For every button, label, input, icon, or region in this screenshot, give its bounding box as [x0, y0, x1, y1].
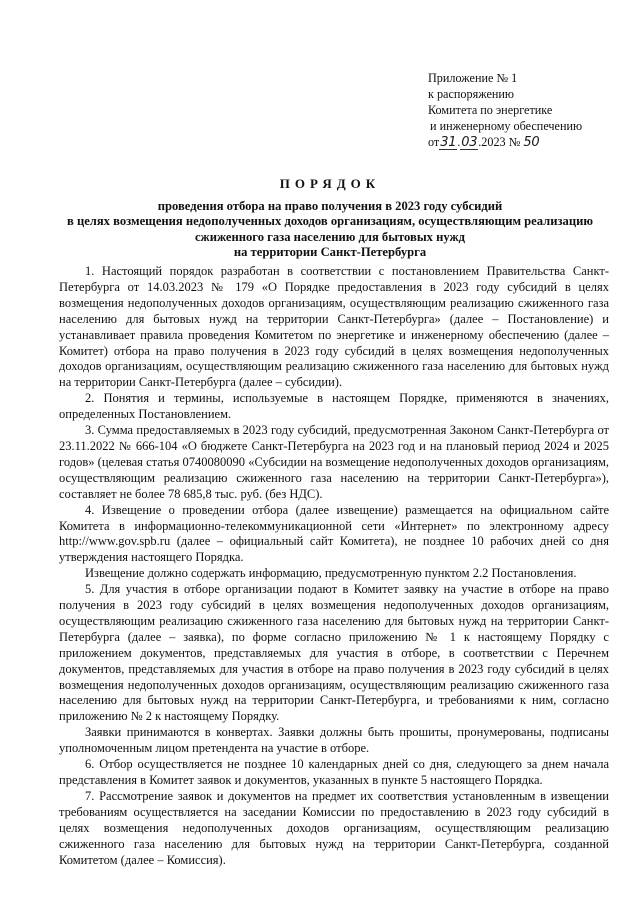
- paragraph-2: 2. Понятия и термины, используемые в настоящем Порядке, применяются в значениях, определенных Постановлением.: [59, 391, 609, 422]
- handwritten-day: 31: [440, 135, 457, 150]
- paragraph-3: 3. Сумма предоставляемых в 2023 году субсидий, предусмотренная Законом Санкт-Петербурга от 23.11.2022 № 666-104 «О бюджете Санкт-Петербурга на 2023 год и на плановый период 2024 и 2025 годов» (целевая статья 0740080090 «Субсидии на возмещение недополученных доходов организациям, осуществляющим реализацию сжиженного газа населению на территории Санкт-Петербурга»), составляет не более 78 685,8 тыс. руб. (без НДС).: [59, 423, 609, 501]
- paragraph-4-note: Извещение должно содержать информацию, предусмотренную пунктом 2.2 Постановления.: [85, 566, 577, 581]
- paragraph-5-note: Заявки принимаются в конвертах. Заявки должны быть прошиты, пронумерованы, подписаны уполномоченным лицом претендента на участие в отборе.: [59, 725, 609, 756]
- paragraph-5: 5. Для участия в отборе организации подают в Комитет заявку на участие в отборе на право получения в 2023 году субсидий в целях возмещения недополученных доходов организациям, осуществляющим реализацию сжиженного газа населению для бытовых нужд на территории Санкт-Петербурга (далее – заявка), по форме согласно приложению № 1 к настоящему Порядку с приложением документов, представляемых для участия в отборе, в соответствии с Перечнем документов, представляемых для участия в отборе на право получения в 2023 году субсидий в целях возмещения недополученных доходов организациям, осуществляющим реализацию сжиженного газа населению для бытовых нужд на территории Санкт-Петербурга, и требованиями к ним, согласно приложению № 2 к настоящему Порядку.: [59, 582, 609, 724]
- appendix-header: [428, 70, 628, 151]
- title-line: в целях возмещения недополученных доходов организациям, осуществляющим реализацию: [67, 214, 593, 228]
- handwritten-month: 03: [461, 135, 478, 150]
- appendix-line: Приложение № 1: [428, 71, 518, 85]
- appendix-line: и инженерному обеспечению: [430, 119, 583, 133]
- paragraph-4: 4. Извещение о проведении отбора (далее извещение) размещается на официальном сайте Комитета в информационно-телекоммуникационной сети «Интернет» по электронному адресу http://www.gov.spb.ru (далее – официальный сайт Комитета), не позднее 10 рабочих дней со дня утверждения настоящего Порядка.: [59, 502, 609, 565]
- title-line: сжиженного газа населению для бытовых нужд: [194, 229, 466, 244]
- handwritten-order-number: 50: [523, 135, 540, 150]
- appendix-line: к распоряжению: [428, 87, 515, 101]
- document-body: [59, 264, 609, 868]
- appendix-date-line: [428, 134, 628, 151]
- paragraph-1: 1. Настоящий порядок разработан в соответствии с постановлением Правительства Санкт-Петербурга от 14.03.2023 № 179 «О Порядке предоставления в 2023 году субсидий в целях возмещения недополученных доходов организациям, осуществляющим реализацию сжиженного газа населению для бытовых нужд на территории Санкт-Петербурга» (далее – Постановление) и устанавливает правила проведения Комитетом по энергетике и инженерному обеспечению (далее – Комитет) отбора на право получения в 2023 году субсидий в целях возмещения недополученных доходов организациям, осуществляющим реализацию сжиженного газа населению для бытовых нужд на территории Санкт-Петербурга (далее – субсидии).: [59, 264, 609, 390]
- title-line: на территории Санкт-Петербурга: [233, 245, 427, 259]
- paragraph-7: 7. Рассмотрение заявок и документов на предмет их соответствия установленным в извещении требованиям осуществляется на заседании Комиссии по предоставлению в 2023 году субсидий в целях возмещения недополученных доходов организациям, осуществляющим реализацию сжиженного газа населению для бытовых нужд на территории Санкт-Петербурга, созданной Комитетом (далее – Комиссия).: [59, 788, 609, 867]
- appendix-line: Комитета по энергетике: [428, 103, 553, 117]
- title-main: ПОРЯДОК: [279, 176, 381, 191]
- date-year: .2023 №: [478, 135, 521, 149]
- paragraph-6: 6. Отбор осуществляется не позднее 10 календарных дней со дня, следующего за днем начала представления в Комитет заявок и документов, указанных в пункте 5 настоящего Порядка.: [59, 757, 609, 787]
- date-separator: .: [457, 135, 461, 149]
- title-line: проведения отбора на право получения в 2023 году субсидий: [157, 198, 503, 213]
- document-title: [50, 176, 610, 261]
- date-prefix: от: [428, 135, 440, 149]
